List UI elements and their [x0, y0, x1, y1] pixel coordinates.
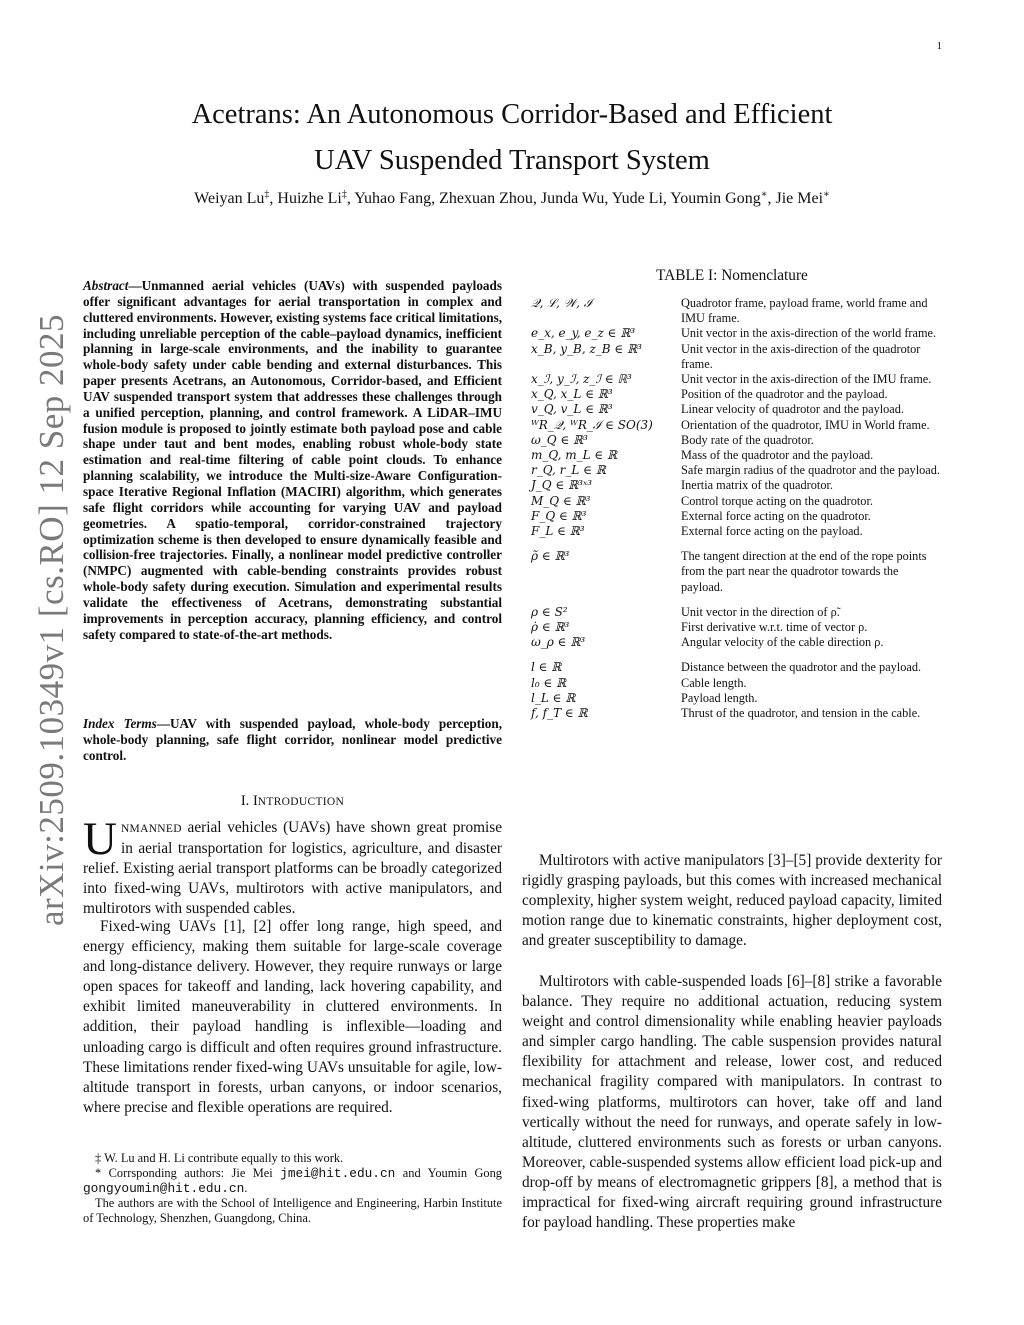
table-row — [531, 478, 941, 493]
nomenclature-symbol: x_B, y_B, z_B ∈ ℝ³ — [531, 341, 642, 356]
nomenclature-symbol: ω_Q ∈ ℝ³ — [531, 432, 588, 447]
nomenclature-description: External force acting on the payload. — [681, 524, 863, 539]
intro-paragraph — [83, 813, 502, 919]
author-name: Yuhao Fang — [354, 190, 432, 207]
footnote-corresponding: * Corrsponding authors: Jie Mei jmei@hit.edu.cn and Youmin Gong gongyoumin@hit.edu.cn. — [83, 1166, 502, 1196]
nomenclature-symbol: l_L ∈ ℝ — [531, 690, 576, 705]
table-row — [531, 402, 941, 417]
email-link[interactable]: jmei@hit.edu.cn — [280, 1166, 396, 1181]
table-row — [531, 418, 941, 433]
section-first-letter: I — [252, 793, 258, 809]
table-row — [531, 635, 941, 650]
nomenclature-description: Orientation of the quadrotor, IMU in World frame. — [681, 417, 930, 432]
author-name: Junda Wu — [540, 190, 605, 207]
nomenclature-description: Control torque acting on the quadrotor. — [681, 493, 873, 508]
footnotes — [83, 1151, 502, 1226]
footnote-affiliation: The authors are with the School of Intelligence and Engineering, Harbin Institute of Technology, Shenzhen, Guangdong, China. — [83, 1196, 502, 1225]
nomenclature-description: Unit vector in the axis-direction of the quadrotor frame. — [681, 341, 921, 371]
table-caption: TABLE I: Nomenclature — [656, 267, 808, 284]
nomenclature-symbol: l₀ ∈ ℝ — [531, 675, 567, 690]
table-row — [531, 342, 941, 372]
arxiv-stamp: arXiv:2509.10349v1 [cs.RO] 12 Sep 2025 — [32, 313, 71, 927]
email-link[interactable]: gongyoumin@hit.edu.cn — [83, 1181, 245, 1196]
footnote-equal-contribution: ‡ W. Lu and H. Li contribute equally to this work. — [95, 1151, 344, 1165]
nomenclature-symbol: e_x, e_y, e_z ∈ ℝ³ — [531, 326, 636, 341]
paragraph-fixed-wing: Fixed-wing UAVs [1], [2] offer long range, high speed, and energy efficiency, making them suitable for large-scale coverage and long-distance delivery. However, they require runways or large open spaces for takeoff and landing, lack hovering capability, and exhibit limited maneuverability in cluttered environments. In addition, their payload handling is inflexible—loading and unloading cargo is difficult and often requires ground infrastructure. These limitations render fixed-wing UAVs unsuitable for agile, low-altitude transport in forests, urban canyons, or indoor scenarios, where precise and flexible operations are required. — [83, 918, 502, 1116]
author-name: Huizhe Li — [277, 190, 342, 207]
nomenclature-symbol: x_Q, x_L ∈ ℝ³ — [531, 387, 613, 402]
nomenclature-symbol: m_Q, m_L ∈ ℝ — [531, 448, 618, 463]
author-name: Jie Mei — [775, 190, 824, 207]
author-mark: ‡ — [341, 189, 347, 200]
author-name: Zhexuan Zhou — [439, 190, 533, 207]
table-row — [531, 387, 941, 402]
author-mark: ∗ — [760, 189, 768, 200]
nomenclature-symbol: J_Q ∈ ℝ³ˣ³ — [531, 478, 593, 493]
nomenclature-description: Position of the quadrotor and the payload. — [681, 387, 888, 402]
table-row — [531, 494, 941, 509]
paper-title — [80, 92, 944, 184]
table-row — [531, 463, 941, 478]
table-row — [531, 433, 941, 448]
nomenclature-description: Linear velocity of quadrotor and the payload. — [681, 402, 904, 417]
abstract-label: Abstract — [83, 278, 129, 293]
nomenclature-symbol: r_Q, r_L ∈ ℝ — [531, 463, 606, 478]
table-row — [531, 448, 941, 463]
nomenclature-description: Unit vector in the axis-direction of the IMU frame. — [681, 372, 932, 387]
nomenclature-description: Cable length. — [681, 675, 747, 690]
nomenclature-symbol: 𝒬, ℒ, 𝒲, ℐ — [531, 296, 593, 310]
nomenclature-symbol: F_Q ∈ ℝ³ — [531, 508, 587, 523]
table-row — [531, 691, 941, 706]
title-line-2: UAV Suspended Transport System — [314, 145, 710, 176]
nomenclature-symbol: f, f_T ∈ ℝ — [531, 706, 588, 721]
section-title-rest: NTRODUCTION — [257, 796, 345, 808]
nomenclature-symbol: v_Q, v_L ∈ ℝ³ — [531, 402, 613, 417]
intro-smallcaps: NMANNED — [120, 823, 182, 835]
drop-cap: U — [83, 813, 117, 865]
nomenclature-symbol: ρ̃ ∈ ℝ³ — [531, 549, 570, 564]
table-row — [531, 509, 941, 524]
nomenclature-description: The tangent direction at the end of the rope points from the part near the quadrotor towards the payload. — [681, 549, 927, 594]
index-terms-text: —UAV with suspended payload, whole-body perception, whole-body planning, safe flight corridor, nonlinear model predictive control. — [83, 716, 503, 763]
table-row — [531, 620, 941, 635]
nomenclature-symbol: ω_ρ ∈ ℝ³ — [531, 635, 586, 650]
nomenclature-description: Thrust of the quadrotor, and tension in the cable. — [681, 706, 921, 721]
nomenclature-symbol: l ∈ ℝ — [531, 660, 562, 675]
nomenclature-description: Unit vector in the axis-direction of the world frame. — [681, 326, 937, 341]
table-row — [531, 676, 941, 691]
nomenclature-description: Distance between the quadrotor and the payload. — [681, 660, 922, 675]
table-row — [531, 706, 941, 721]
nomenclature-description: External force acting on the quadrotor. — [681, 508, 871, 523]
author-name: Yude Li — [611, 190, 663, 207]
nomenclature-symbol: ᵂR_𝒬, ᵂR_ℐ ∈ SO(3) — [531, 417, 653, 432]
nomenclature-description: Mass of the quadrotor and the payload. — [681, 448, 874, 463]
author-name: Weiyan Lu — [194, 190, 265, 207]
nomenclature-description: Angular velocity of the cable direction ρ. — [681, 635, 884, 650]
paragraph-manipulators: Multirotors with active manipulators [3]–[5] provide dexterity for rigidly grasping payloads, but this comes with increased mechanical complexity, higher system weight, reduced payload capacity, limited motion range due to kinematic constraints, higher deployment cost, and greater susceptibility to damage. — [522, 852, 942, 950]
nomenclature-symbol: ρ ∈ S² — [531, 604, 568, 619]
nomenclature-description: Payload length. — [681, 690, 758, 705]
paragraph-cable-suspended: Multirotors with cable-suspended loads [6]–[8] strike a favorable balance. They require no additional actuation, reducing system weight and control dimensionality while enabling heavier payloads and simpler cargo handling. The cable suspension provides natural flexibility for attachment and release, lower cost, and reduced mechanical fragility compared with manipulators. In contrast to fixed-wing platforms, multirotors can hover, take off and land vertically without the need for runways, and operate safely in low-altitude, cluttered environments such as forests or urban canyons. Moreover, cable-suspended systems allow efficient load pick-up and drop-off by means of electromagnetic grippers [8], a method that is impractical for fixed-wing aircraft requiring ground infrastructure for payload handling. These properties make — [522, 973, 942, 1232]
table-row — [531, 595, 941, 620]
table-row — [531, 650, 941, 675]
title-line-1: Acetrans: An Autonomous Corridor-Based and Efficient — [191, 99, 833, 130]
section-number: I. — [240, 793, 250, 809]
nomenclature-description: Safe margin radius of the quadrotor and the payload. — [681, 463, 940, 478]
nomenclature-symbol: F_L ∈ ℝ³ — [531, 524, 585, 539]
abstract-text: —Unmanned aerial vehicles (UAVs) with suspended payloads offer significant advantages for aerial transportation in complex and cluttered environments. However, existing systems face critical limitations, including unreliable perception of the cable–payload dynamics, inefficient planning in large-scale environments, and the inability to guarantee whole-body safety under cable bending and external disturbances. This paper presents Acetrans, an Autonomous, Corridor-based, and Efficient UAV suspended transport system that addresses these challenges through a unified perception, planning, and control framework. A LiDAR–IMU fusion module is proposed to jointly estimate both payload pose and cable shape under taut and bent modes, enabling robust whole-body state estimation and real-time filtering of cable point clouds. To enhance planning scalability, we introduce the Multi-size-Aware Configuration-space Iterative Regional Inflation (MACIRI) algorithm, which generates safe flight corridors while accounting for varying UAV and payload geometries. A spatio-temporal, corridor-constrained trajectory optimization scheme is then developed to ensure dynamically feasible and collision-free trajectories. Finally, a nonlinear model predictive controller (NMPC) augmented with cable-bending constraints provides robust whole-body safety during execution. Simulation and experimental results validate the effectiveness of Acetrans, demonstrating substantial improvements in perception accuracy, planning efficiency, and control safety compared to state-of-the-art methods. — [83, 278, 502, 642]
author-mark: ∗ — [823, 189, 830, 200]
intro-text: aerial vehicles (UAVs) have shown great promise in aerial transportation for logistics, agriculture, and disaster relief. Existing aerial transport platforms can be broadly categorized into fixed-wing UAVs, multirotors with active manipulators, and multirotors with suspended cables. — [83, 819, 502, 918]
author-list: Weiyan Lu‡, Huizhe Li‡, Yuhao Fang, Zhexuan Zhou, Junda Wu, Yude Li, Youmin Gong∗, Jie Mei∗ — [194, 189, 830, 207]
nomenclature-description: Inertia matrix of the quadrotor. — [681, 478, 833, 493]
abstract — [83, 278, 502, 642]
table-row — [531, 296, 941, 326]
page-number: 1 — [936, 40, 942, 52]
nomenclature-description: First derivative w.r.t. time of vector ρ. — [681, 620, 868, 635]
author-name: Youmin Gong — [670, 190, 761, 207]
nomenclature-table — [531, 296, 941, 721]
nomenclature-symbol: x_ℐ, y_ℐ, z_ℐ ∈ ℝ³ — [531, 372, 632, 387]
section-heading — [83, 793, 502, 810]
table-row — [531, 326, 941, 341]
nomenclature-symbol: M_Q ∈ ℝ³ — [531, 493, 591, 508]
table-row — [531, 524, 941, 539]
table-row — [531, 372, 941, 387]
table-row — [531, 539, 941, 595]
index-terms — [83, 716, 502, 764]
nomenclature-description: Body rate of the quadrotor. — [681, 432, 814, 447]
index-terms-label: Index Terms — [83, 716, 157, 731]
author-mark: ‡ — [264, 189, 270, 200]
nomenclature-description: Quadrotor frame, payload frame, world frame and IMU frame. — [681, 296, 928, 326]
nomenclature-symbol: ρ̇ ∈ ℝ³ — [531, 620, 570, 635]
nomenclature-description: Unit vector in the direction of ρ̃. — [681, 604, 840, 619]
